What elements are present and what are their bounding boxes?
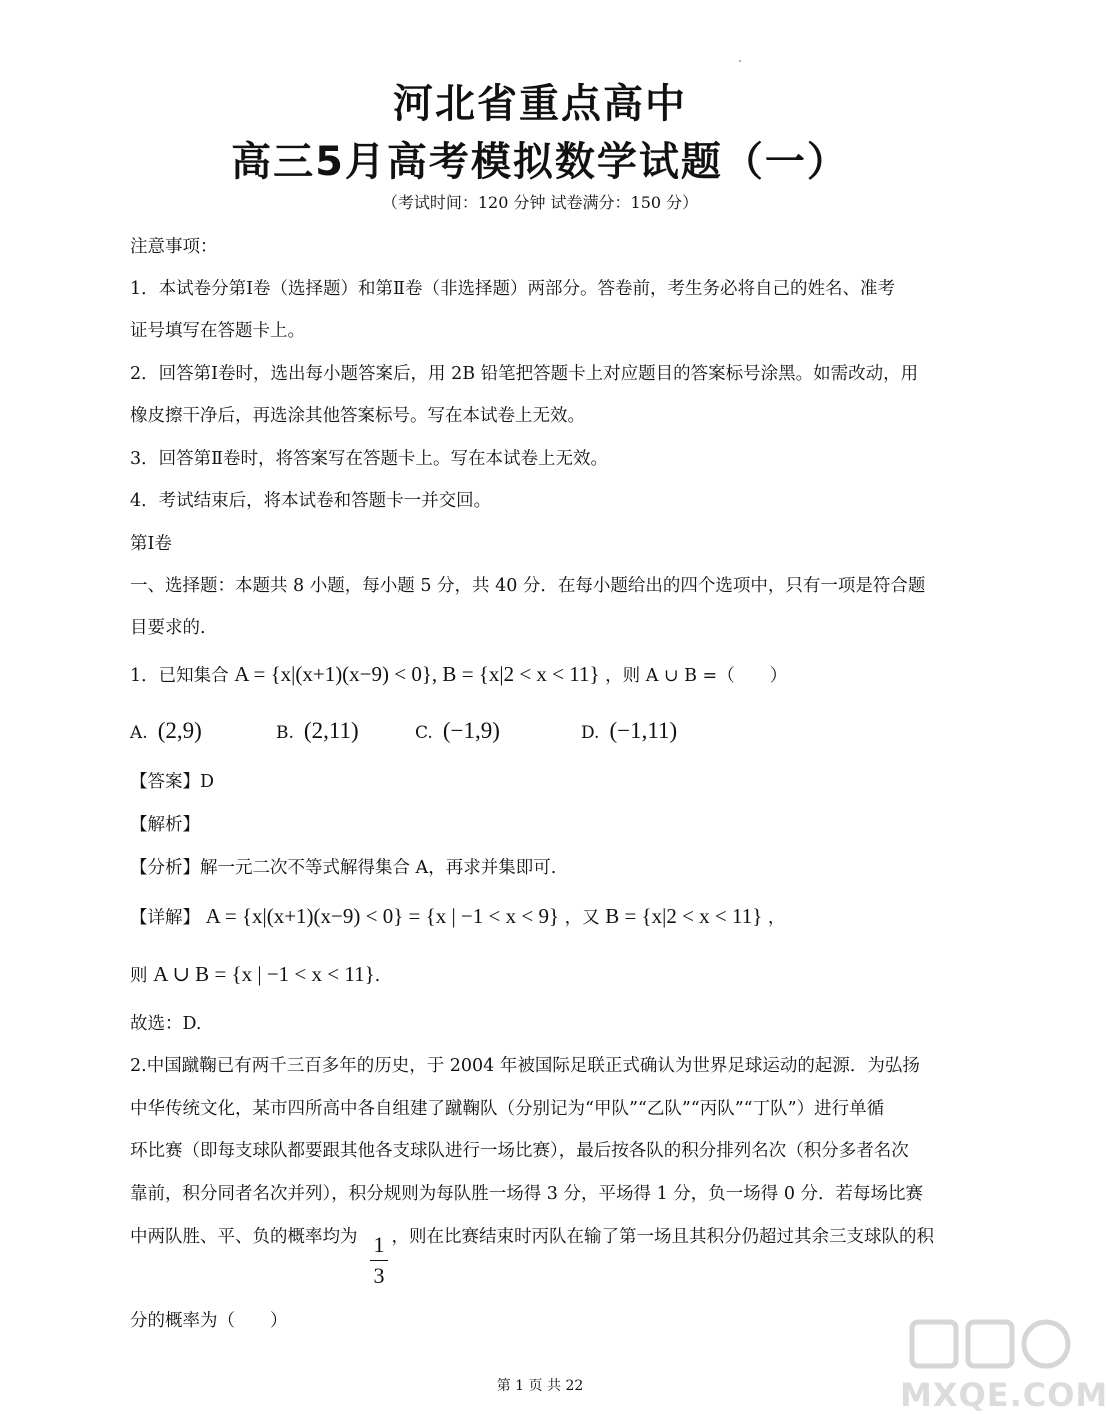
notice-item-3: 3．回答第Ⅱ卷时，将答案写在答题卡上。写在本试卷上无效。 — [130, 449, 609, 469]
question-2-line-3: 环比赛（即每支球队都要跟其他各支球队进行一场比赛），最后按各队的积分排列名次（积分多者名次 — [130, 1141, 909, 1161]
analysis-text: 【分析】解一元二次不等式解得集合 A，再求并集即可. — [130, 858, 557, 878]
option-d — [581, 718, 677, 744]
question-2-line-5-a: 中两队胜、平、负的概率均为 — [130, 1227, 358, 1247]
option-d-value: (−1,11) — [609, 718, 678, 743]
option-a-letter: A. — [130, 723, 148, 743]
notice-item-2-line-1: 2．回答第Ⅰ卷时，选出每小题答案后，用 2B 铅笔把答题卡上对应题目的答案标号涂黑。如需改动，用 — [130, 364, 919, 384]
fraction-one-third — [368, 1232, 390, 1289]
notice-item-4: 4．考试结束后，将本试卷和答题卡一并交回。 — [130, 491, 492, 511]
then-end: . — [374, 966, 381, 986]
detail-math-a: A = {x|(x+1)(x−9) < 0} = {x | −1 < x < 9} — [205, 904, 560, 928]
option-a — [130, 718, 202, 744]
detail-end: ， — [767, 908, 786, 928]
section-heading-line-2: 目要求的. — [130, 618, 206, 638]
section-heading-line-1: 一、选择题：本题共 8 小题，每小题 5 分，共 40 分．在每小题给出的四个选项中，只有一项是符合题 — [130, 576, 926, 596]
question-2-line-5-b: ，则在比赛结束时丙队在输了第一场且其积分仍超过其余三支球队的积 — [391, 1227, 934, 1247]
fraction-bar — [370, 1260, 388, 1261]
question-1-sets: A = {x|(x+1)(x−9) < 0}, B = {x|2 < x < 11} — [234, 662, 600, 686]
then-label: 则 — [130, 966, 148, 986]
fraction-denominator: 3 — [373, 1263, 385, 1288]
question-2-line-5 — [130, 1227, 980, 1248]
answer-line: 【答案】D — [130, 772, 215, 792]
question-2-line-4: 靠前，积分同者名次并列），积分规则为每队胜一场得 3 分，平场得 1 分，负一场得 0 分．若每场比赛 — [130, 1184, 924, 1204]
notice-heading: 注意事项： — [130, 237, 218, 257]
question-2-line-1: 2.中国蹴鞠已有两千三百多年的历史，于 2004 年被国际足联正式确认为世界足球运动的起源．为弘扬 — [130, 1056, 920, 1076]
option-b-value: (2,11) — [303, 718, 359, 743]
notice-item-2-line-2: 橡皮擦干净后，再选涂其他答案标号。写在本试卷上无效。 — [130, 406, 585, 426]
option-b-letter: B. — [276, 723, 294, 743]
question-1-tail: ，则 A ∪ B =（ ） — [605, 666, 788, 686]
fraction-numerator: 1 — [373, 1232, 385, 1257]
detail-line — [130, 904, 980, 929]
choose-line: 故选：D. — [130, 1014, 202, 1034]
option-d-letter: D. — [581, 723, 600, 743]
question-1-number: 1．已知集合 — [130, 666, 229, 686]
question-2-line-6: 分的概率为（ ） — [130, 1311, 288, 1331]
notice-item-1-line-2: 证号填写在答题卡上。 — [130, 321, 305, 341]
stray-dot — [739, 60, 741, 62]
option-b — [276, 718, 359, 744]
notice-item-1-line-1: 1．本试卷分第Ⅰ卷（选择题）和第Ⅱ卷（非选择题）两部分。答卷前，考生务必将自己的姓名、准考 — [130, 279, 895, 299]
answer-stamp-logo-icon — [900, 1310, 1080, 1380]
option-c-value: (−1,9) — [442, 718, 500, 743]
watermark — [900, 1310, 1108, 1414]
analysis-label: 【解析】 — [130, 815, 200, 835]
title-school: 河北省重点高中 — [393, 81, 687, 127]
detail-label: 【详解】 — [130, 908, 200, 928]
watermark-text: MXQE.COM — [900, 1376, 1108, 1414]
then-math: A ∪ B = {x | −1 < x < 11} — [153, 962, 375, 986]
exam-subtitle: （考试时间：120 分钟 试卷满分：150 分） — [381, 193, 699, 212]
page-footer: 第 1 页 共 22 — [496, 1378, 584, 1394]
title-exam: 高三5月高考模拟数学试题（一） — [231, 139, 849, 185]
detail-math-b: B = {x|2 < x < 11} — [605, 904, 763, 928]
then-line — [130, 962, 980, 987]
part-label: 第Ⅰ卷 — [130, 534, 172, 554]
option-c — [415, 718, 500, 744]
question-1-stem — [130, 662, 980, 687]
option-a-value: (2,9) — [157, 718, 202, 743]
question-2-line-2: 中华传统文化，某市四所高中各自组建了蹴鞠队（分别记为“甲队”“乙队”“丙队”“丁队”）进行单循 — [130, 1099, 885, 1119]
option-c-letter: C. — [415, 723, 433, 743]
detail-mid: ，又 — [564, 908, 600, 928]
